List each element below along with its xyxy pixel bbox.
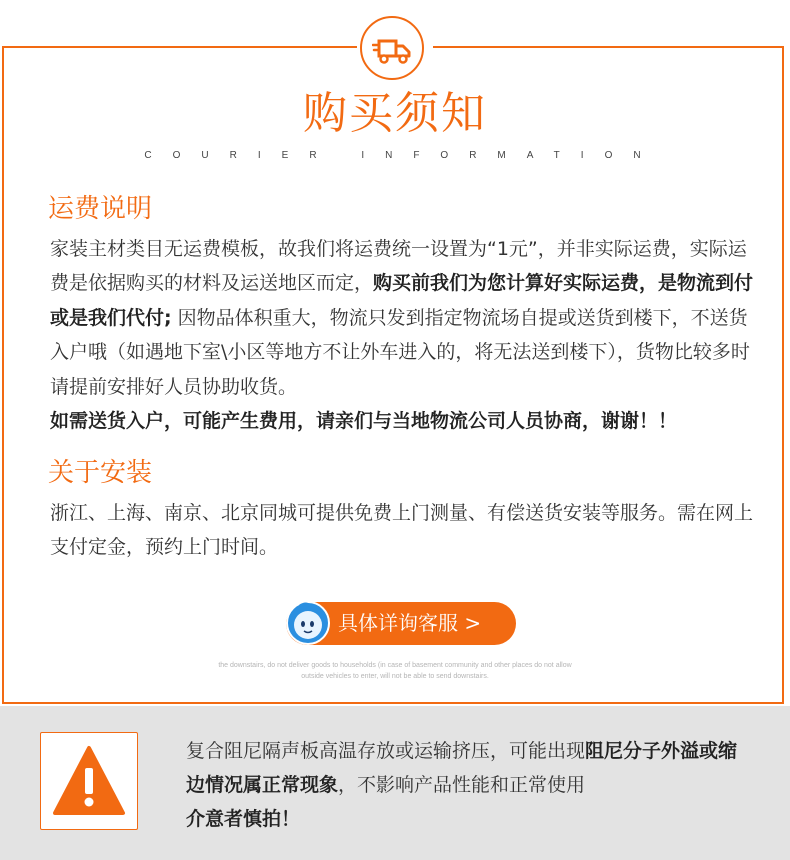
notice-text [186, 734, 746, 836]
notice-section [0, 706, 790, 860]
install-text: 浙江、上海、南京、北京同城可提供免费上门测量、有偿送货安装等服务。需在网上支付定金，预约上门时间。 [50, 502, 754, 559]
shipping-tail-text: 因物品体积重大，物流只发到指定物流场自提或送货到楼下，不送货入户哦（如遇地下室\小区等地方不让外车进入的，将无法送到楼下），货物比较多时请提前安排好人员协助收货。 [50, 306, 750, 398]
notice-text-b: ，不影响产品性能和正常使用 [338, 774, 586, 796]
notice-bold-a: 阻尼分子外溢或缩边情况属正常现象 [186, 740, 738, 796]
truck-badge [360, 16, 424, 80]
shipping-paragraph [50, 232, 755, 438]
shipping-heading: 运费说明 [48, 194, 153, 224]
customer-service-button[interactable] [286, 602, 516, 645]
warning-box [40, 732, 138, 830]
shipping-bold-note: 如需送货入户，可能产生费用，请亲们与当地物流公司人员协商，谢谢！！ [50, 410, 678, 433]
notice-text-a: 复合阻尼隔声板高温存放或运输挤压，可能出现 [186, 740, 586, 762]
warning-triangle-icon [52, 745, 126, 817]
page-title: 购买须知 [303, 88, 487, 139]
page-subtitle: COURIER INFORMATION [144, 150, 662, 161]
fine-print-line-1: the downstairs, do not deliver goods to households (in case of basement community and other places do not allow [218, 662, 572, 669]
shipping-text: 家装主材类目无运费模板，故我们将运费统一设置为“1元”，并非实际运费，实际运费是依据购买的材料及运送地区而定， [50, 238, 747, 295]
notice-bold-b: 介意者慎拍！ [186, 808, 301, 830]
install-heading: 关于安装 [48, 458, 153, 488]
shipping-bold-text: 购买前我们为您计算好实际运费，是物流到付或是我们代付; [50, 272, 754, 329]
delivery-truck-icon [372, 32, 414, 66]
fine-print-line-2: outside vehicles to enter, will not be able to send downstairs. [301, 673, 489, 680]
customer-service-label: 具体详询客服 > [338, 611, 482, 635]
customer-service-face-icon [284, 600, 332, 646]
